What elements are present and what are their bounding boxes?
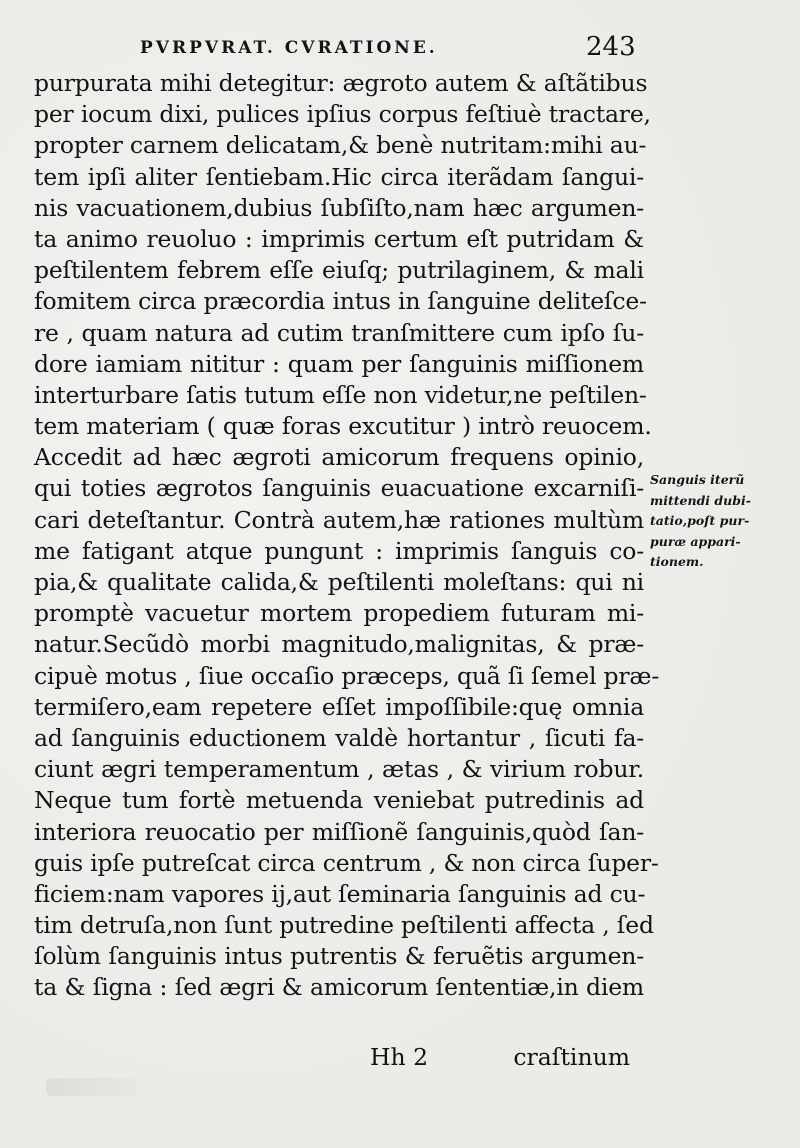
text-line: tem materiam ( quæ foras excutitur ) intrò reuocem. bbox=[34, 412, 652, 441]
text-line: purpurata mihi detegitur: ægroto autem & aſtãtibus bbox=[34, 69, 648, 97]
text-line: propter carnem delicatam,& benè nutritam:mihi au- bbox=[34, 131, 647, 160]
catchword: craſtinum bbox=[513, 1043, 630, 1071]
text-line: promptè vacuetur mortem propediem futuram mi- bbox=[34, 599, 644, 628]
text-line: cari deteſtantur. Contrà autem,hæ rationes multùm bbox=[34, 505, 644, 534]
text-line: re , quam natura ad cutim tranſmittere cum ipſo ſu- bbox=[34, 318, 644, 347]
margin-note-line: mittendi dubi- bbox=[650, 492, 751, 508]
text-line: qui toties ægrotos ſanguinis euacuatione excarniſi- bbox=[34, 474, 644, 503]
text-line: ficiem:nam vapores ij,aut ſeminaria ſanguinis ad cu- bbox=[34, 879, 646, 908]
text-line: pia,& qualitate calida,& peſtilenti moleſtans: qui ni bbox=[34, 568, 644, 596]
text-line: tim detruſa,non ſunt putredine peſtilenti affecta , ſed bbox=[34, 911, 654, 940]
text-line: guis ipſe putreſcat circa centrum , & non circa ſuper- bbox=[34, 848, 659, 877]
page-number: 243 bbox=[586, 32, 636, 62]
text-line: per iocum dixi, pulices ipſius corpus feſtiuè tractare, bbox=[34, 100, 651, 129]
text-line: interturbare ſatis tutum eſſe non videtur,ne peſtilen- bbox=[34, 380, 647, 409]
margin-note-line: Sanguis iterũ bbox=[650, 472, 745, 487]
text-line: Neque tum fortè metuenda veniebat putredinis ad bbox=[34, 786, 644, 815]
ink-bleed-smudge bbox=[46, 1078, 136, 1096]
margin-note-line: puræ appari- bbox=[650, 533, 741, 549]
text-line: cipuè motus , ſiue occaſio præceps, quã ſi ſemel præ- bbox=[34, 661, 660, 690]
margin-note-line: tionem. bbox=[650, 554, 704, 569]
text-line: natur.Secũdò morbi magnitudo,malignitas, & præ- bbox=[34, 630, 644, 659]
text-line: ciunt ægri temperamentum , ætas , & virium robur. bbox=[34, 755, 644, 784]
page-footer bbox=[34, 1040, 630, 1074]
signature-mark: Hh 2 bbox=[370, 1043, 429, 1071]
text-line: ad ſanguinis eductionem valdè hortantur , ſicuti fa- bbox=[34, 723, 644, 752]
text-line: ta & ſigna : ſed ægri & amicorum ſententiæ,in diem bbox=[34, 973, 644, 1002]
running-title: PVRPVRAT. CVRATIONE. bbox=[140, 38, 438, 58]
margin-note-line: tatio,poſt pur- bbox=[650, 513, 750, 528]
margin-note bbox=[650, 470, 775, 573]
text-line: termiſero,eam repetere eſſet impoſſibile:quę omnia bbox=[34, 692, 644, 721]
text-line: dore iamiam nititur : quam per ſanguinis miſſionem bbox=[34, 349, 644, 378]
text-line: peſtilentem febrem eſſe eiuſq; putrilaginem, & mali bbox=[34, 256, 644, 285]
body-text bbox=[34, 68, 660, 1004]
text-line: ta animo reuoluo : imprimis certum eſt putridam & bbox=[34, 224, 644, 253]
text-line: tem ipſi aliter ſentiebam.Hic circa iterãdam ſangui- bbox=[34, 162, 644, 191]
text-line: ſolùm ſanguinis intus putrentis & feruẽtis argumen- bbox=[34, 942, 644, 971]
text-line: Accedit ad hæc ægroti amicorum frequens opinio, bbox=[34, 443, 644, 472]
running-head bbox=[140, 30, 640, 64]
text-line: me fatigant atque pungunt : imprimis ſanguis co- bbox=[34, 536, 644, 565]
text-line: nis vacuationem,dubius ſubſiſto,nam hæc argumen- bbox=[34, 193, 644, 222]
text-line: interiora reuocatio per miſſionẽ ſanguinis,quòd ſan- bbox=[34, 817, 644, 846]
text-line: fomitem circa præcordia intus in ſanguine deliteſce- bbox=[34, 287, 647, 316]
